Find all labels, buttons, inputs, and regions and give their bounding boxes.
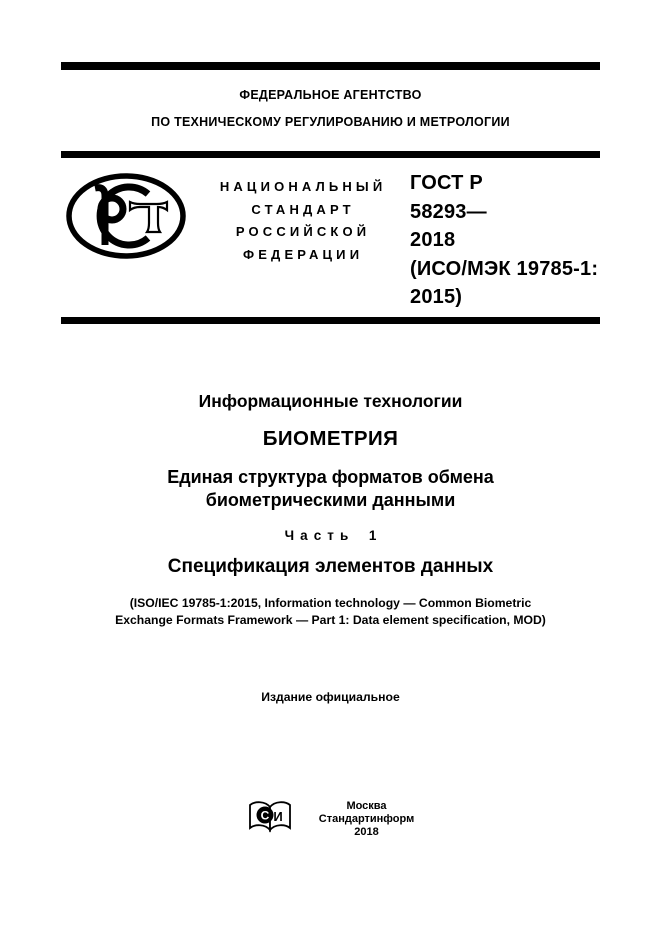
designation-line: 2015) (410, 286, 463, 308)
designation-line: 2018 (410, 229, 456, 251)
title-name-line: биометрическими данными (205, 490, 456, 510)
standard-designation (410, 169, 600, 312)
standard-type-line: СТАНДАРТ (251, 201, 355, 217)
title-part-title: Спецификация элементов данных (167, 556, 494, 577)
title-part-label: Часть 1 (284, 528, 383, 543)
title-group: БИОМЕТРИЯ (262, 427, 399, 450)
standard-type-label (191, 176, 411, 266)
designation-line: ГОСТ Р (410, 172, 483, 194)
svg-text:С: С (260, 808, 270, 823)
title-name (61, 466, 600, 512)
standard-type-line: НАЦИОНАЛЬНЫЙ (219, 179, 387, 194)
imprint-text (319, 800, 414, 839)
standard-header-row (61, 158, 600, 317)
imprint-year: 2018 (354, 826, 379, 838)
horizontal-rule-top (61, 62, 600, 70)
horizontal-rule-bottom (61, 317, 600, 324)
standard-type-line: РОССИЙСКОЙ (235, 224, 371, 239)
imprint-publisher: Стандартинформ (318, 813, 415, 825)
title-name-line: Единая структура форматов обмена (167, 467, 494, 487)
iso-reference (61, 595, 600, 629)
svg-text:И: И (273, 809, 283, 824)
standartinform-logo-icon (247, 798, 293, 841)
standard-type-line: ФЕДЕРАЦИИ (242, 246, 364, 262)
iso-reference-line: Exchange Formats Framework — Part 1: Data element specification, MOD) (115, 613, 546, 627)
horizontal-rule-middle (61, 151, 600, 158)
agency-line-1: ФЕДЕРАЛЬНОЕ АГЕНТСТВО (239, 88, 422, 102)
designation-line: (ИСО/МЭК 19785-1: (410, 257, 599, 280)
imprint-city: Москва (346, 800, 387, 812)
iso-reference-line: (ISO/IEC 19785-1:2015, Information technology — Common Biometric (129, 596, 532, 610)
agency-header (61, 88, 600, 130)
rst-conformity-mark-icon (64, 171, 188, 266)
title-subject: Информационные технологии (198, 391, 463, 411)
agency-line-2: ПО ТЕХНИЧЕСКОМУ РЕГУЛИРОВАНИЮ И МЕТРОЛОГИИ (151, 115, 510, 129)
designation-line: 58293— (410, 200, 487, 223)
edition-note: Издание официальное (261, 690, 400, 704)
imprint (61, 798, 600, 841)
